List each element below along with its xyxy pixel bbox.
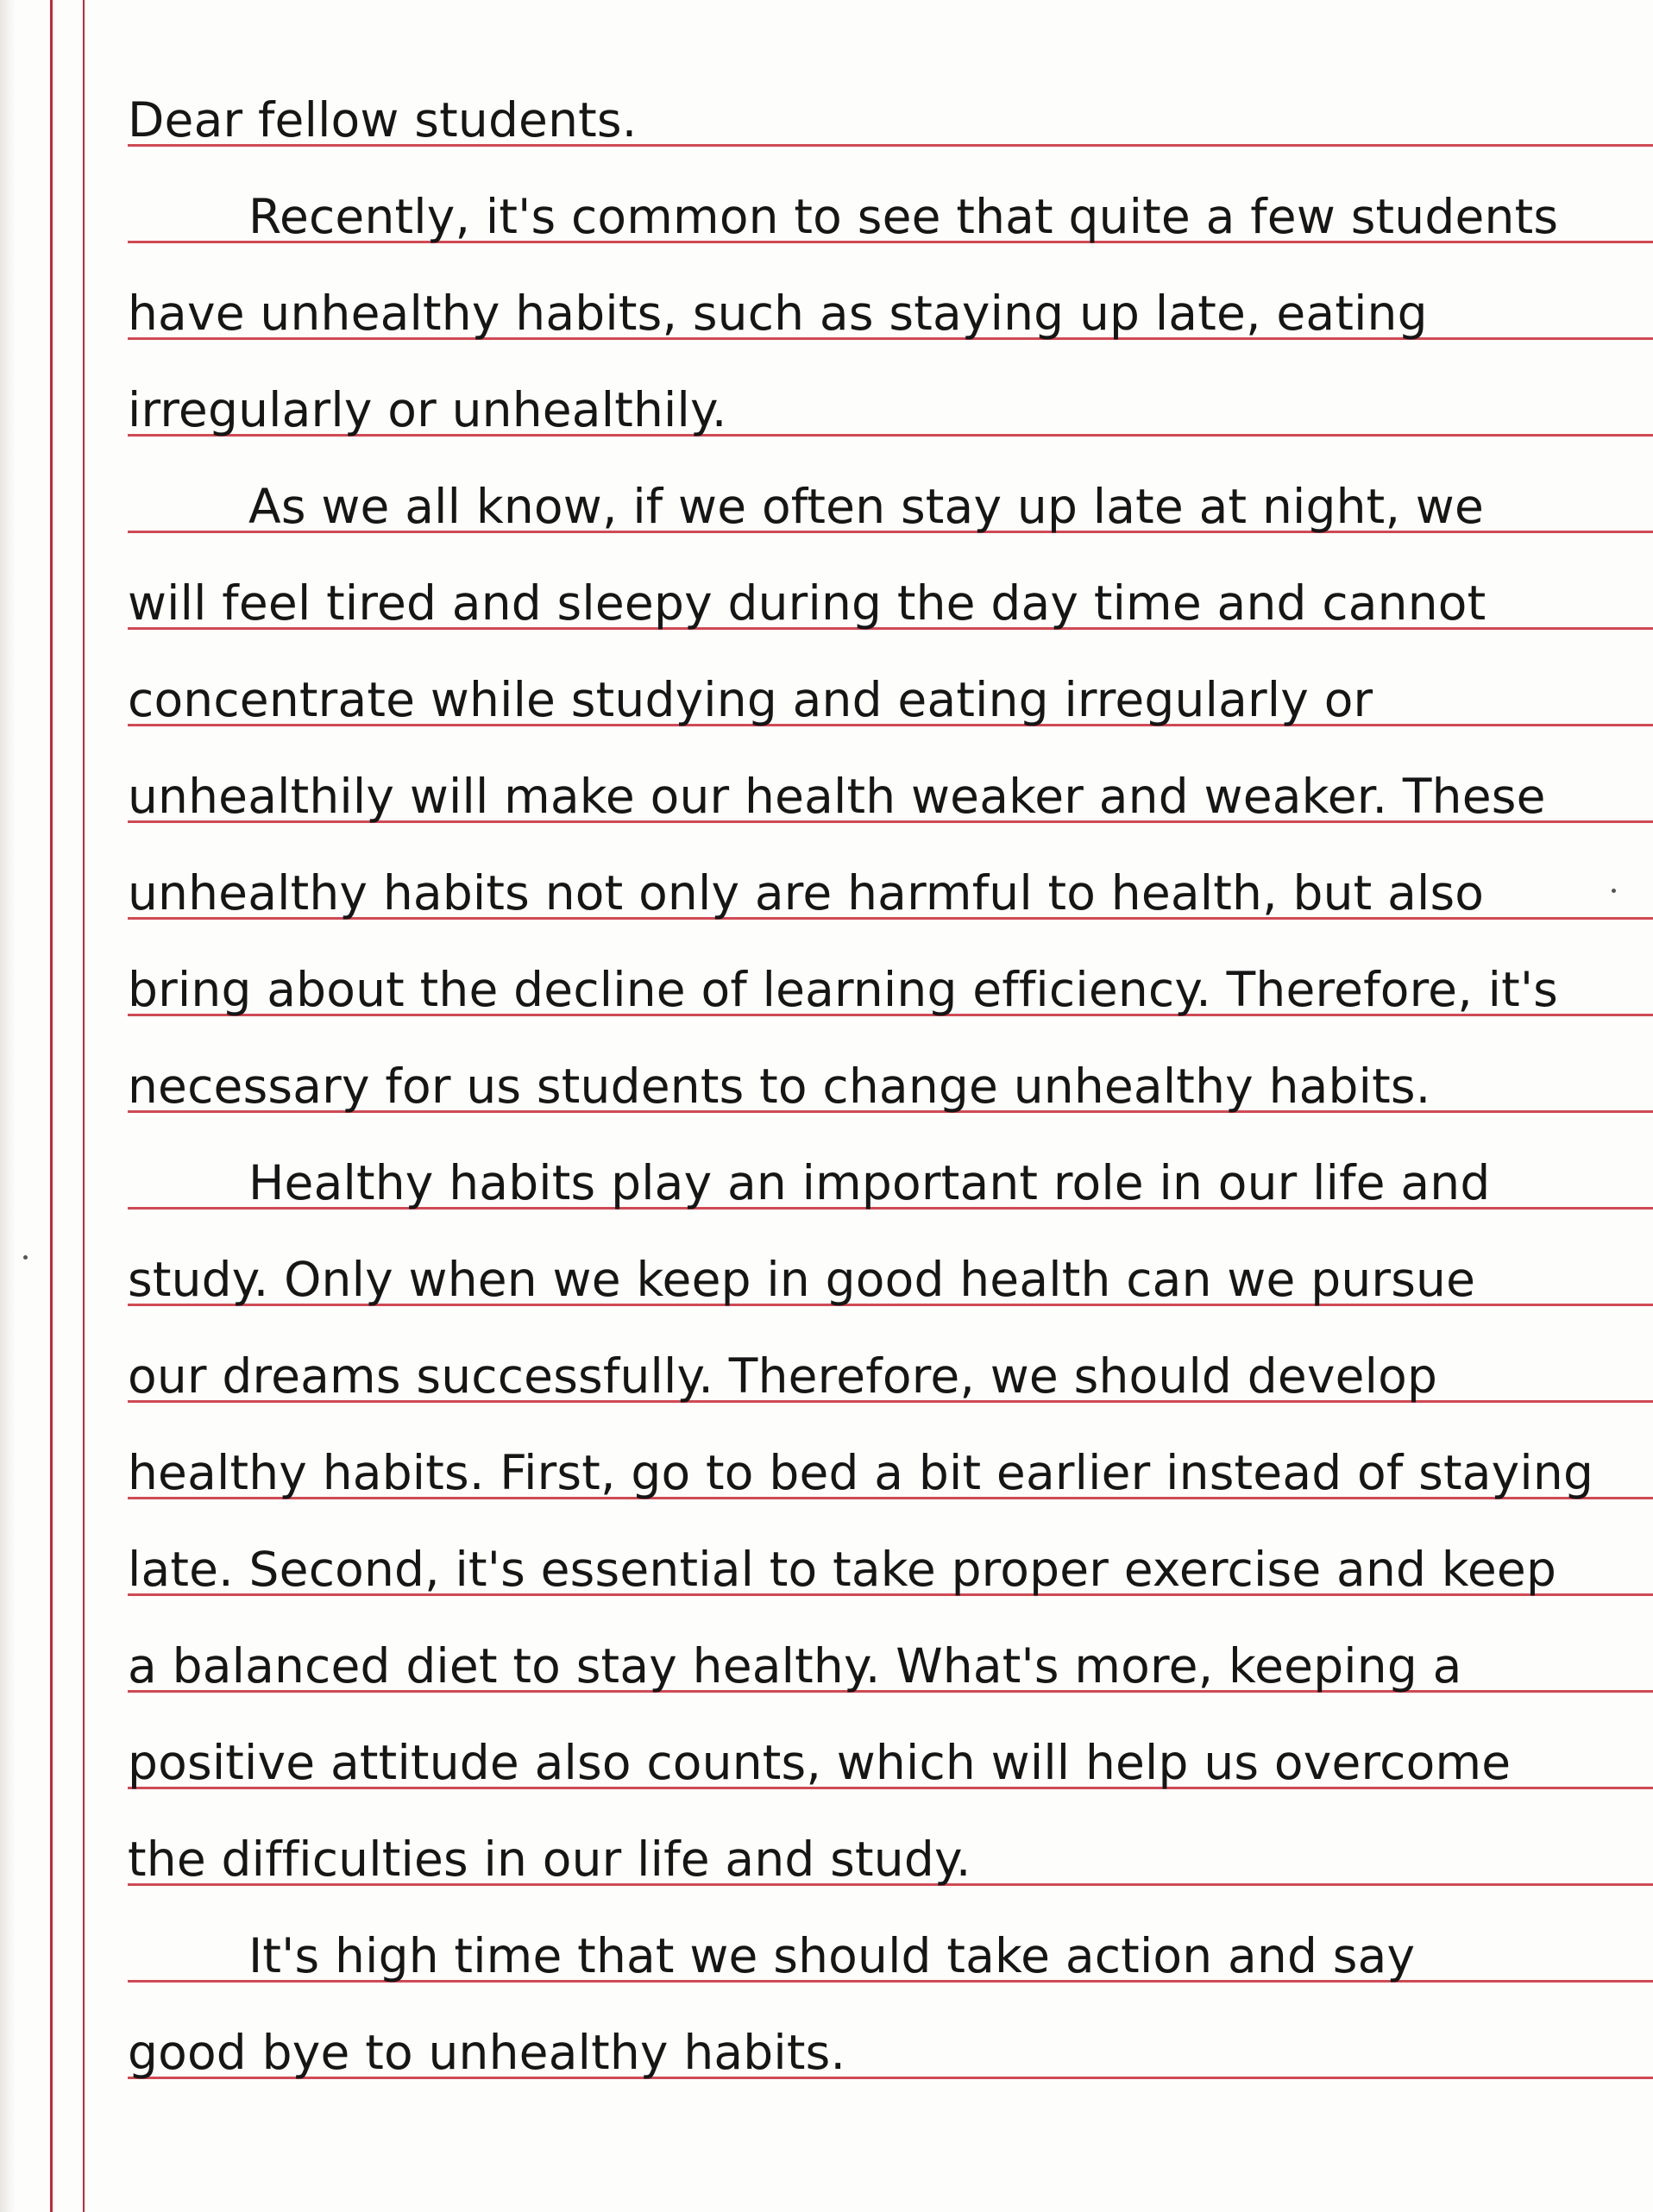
paragraph-3-line: the difficulties in our life and study. <box>128 1832 971 1887</box>
letter-line <box>128 1110 1653 1210</box>
letter-line <box>128 724 1653 823</box>
letter-line <box>128 1593 1653 1693</box>
paragraph-4-line: good bye to unhealthy habits. <box>128 2025 846 2080</box>
paragraph-2-line: unhealthy habits not only are harmful to health, but also <box>128 865 1485 921</box>
paragraph-2-line: will feel tired and sleepy during the day time and cannot <box>128 575 1486 631</box>
letter-line <box>128 1787 1653 1886</box>
letter-line <box>128 241 1653 340</box>
paragraph-1-line: Recently, it's common to see that quite a few students <box>248 189 1559 244</box>
ink-speck <box>23 1255 28 1260</box>
greeting-text: Dear fellow students. <box>128 92 638 148</box>
paragraph-3-line: healthy habits. First, go to bed a bit earlier instead of staying <box>128 1445 1594 1500</box>
paragraph-3-line: late. Second, it's essential to take proper exercise and keep <box>128 1542 1557 1597</box>
paragraph-3-line: a balanced diet to stay healthy. What's more, keeping a <box>128 1638 1462 1694</box>
paragraph-4-line: It's high time that we should take action and say <box>248 1928 1416 1983</box>
letter-line <box>128 337 1653 437</box>
paragraph-1-line: have unhealthy habits, such as staying up late, eating <box>128 286 1428 341</box>
paragraph-2-line: necessary for us students to change unhealthy habits. <box>128 1059 1431 1114</box>
letter-line <box>128 820 1653 920</box>
letter-line <box>128 144 1653 243</box>
letter-line <box>128 627 1653 726</box>
paragraph-2-line: As we all know, if we often stay up late at night, we <box>248 479 1485 534</box>
paragraph-3-line: positive attitude also counts, which will help us overcome <box>128 1735 1512 1790</box>
letter-line <box>128 1883 1653 1983</box>
letter-line-greeting <box>128 47 1653 147</box>
letter-line <box>128 1400 1653 1499</box>
paragraph-3-line: our dreams successfully. Therefore, we should develop <box>128 1348 1438 1404</box>
letter-line <box>128 1497 1653 1596</box>
letter-line <box>128 1980 1653 2079</box>
paragraph-2-line: unhealthily will make our health weaker and weaker. These <box>128 769 1546 824</box>
paragraph-3-line: Healthy habits play an important role in our life and <box>248 1155 1491 1210</box>
letter-line <box>128 917 1653 1016</box>
letter-line <box>128 434 1653 533</box>
paragraph-1-line: irregularly or unhealthily. <box>128 382 727 437</box>
letter-line <box>128 1207 1653 1306</box>
letter-line <box>128 1304 1653 1403</box>
letter-line <box>128 1014 1653 1113</box>
paragraph-2-line: bring about the decline of learning efficiency. Therefore, it's <box>128 962 1559 1017</box>
ink-speck <box>1612 889 1616 893</box>
letter-line <box>128 531 1653 630</box>
paragraph-3-line: study. Only when we keep in good health can we pursue <box>128 1252 1476 1307</box>
paragraph-2-line: concentrate while studying and eating irregularly or <box>128 672 1373 727</box>
letter-line <box>128 1690 1653 1789</box>
